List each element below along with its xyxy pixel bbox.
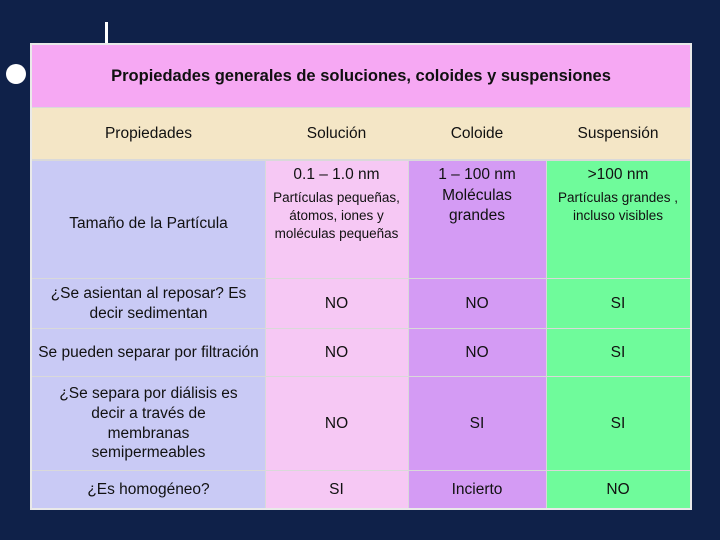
colloid-homogeneous-value: Incierto [451,480,503,498]
table-row-dialysis [32,376,690,470]
colloid-size-range: 1 – 100 nm [438,166,516,183]
row-label-settle: ¿Se asientan al reposar? Es decir sedimentan [50,284,247,322]
header-suspension: Suspensión [577,124,659,142]
solution-filtration-value: NO [324,343,349,361]
solution-settle-value: NO [324,294,349,312]
table-header-row [32,108,690,160]
table-row-filtration [32,328,690,376]
suspension-homogeneous-value: NO [606,480,630,498]
solution-size-desc: Partículas pequeñas, átomos, iones y moléculas pequeñas [273,189,400,242]
solution-size-range: 0.1 – 1.0 nm [293,166,380,183]
colloid-settle-value: NO [465,294,489,312]
solution-homogeneous-value: SI [329,480,344,498]
colloid-dialysis-value: SI [469,414,485,432]
colloid-size-cell [408,161,546,278]
suspension-filtration-value: SI [610,343,626,361]
solution-dialysis-value: NO [324,414,349,432]
table-row-homogeneous [32,470,690,508]
table-title: Propiedades generales de soluciones, coloides y suspensiones [32,45,690,108]
suspension-size-cell [546,161,690,278]
row-label-homogeneous: ¿Es homogéneo? [87,480,210,498]
table-body [32,160,690,508]
header-properties: Propiedades [104,124,193,142]
suspension-size-range: >100 nm [587,166,649,183]
colloid-size-desc: Moléculas grandes [442,186,512,224]
suspension-dialysis-value: SI [610,414,626,432]
table-row-settle [32,278,690,328]
suspension-size-desc: Partículas grandes , incluso visibles [557,189,679,224]
table-row-size [32,160,690,278]
properties-table [30,43,692,510]
row-label-size: Tamaño de la Partícula [69,214,228,232]
row-label-dialysis: ¿Se separa por diálisis es decir a través de membranas semipermeables [59,384,238,462]
solution-size-cell [265,161,408,278]
colloid-filtration-value: NO [465,343,489,361]
suspension-settle-value: SI [610,294,626,312]
header-colloid: Coloide [450,124,504,142]
header-solution: Solución [306,124,367,142]
bullet-dot [6,64,26,84]
row-label-filtration: Se pueden separar por filtración [38,343,259,361]
